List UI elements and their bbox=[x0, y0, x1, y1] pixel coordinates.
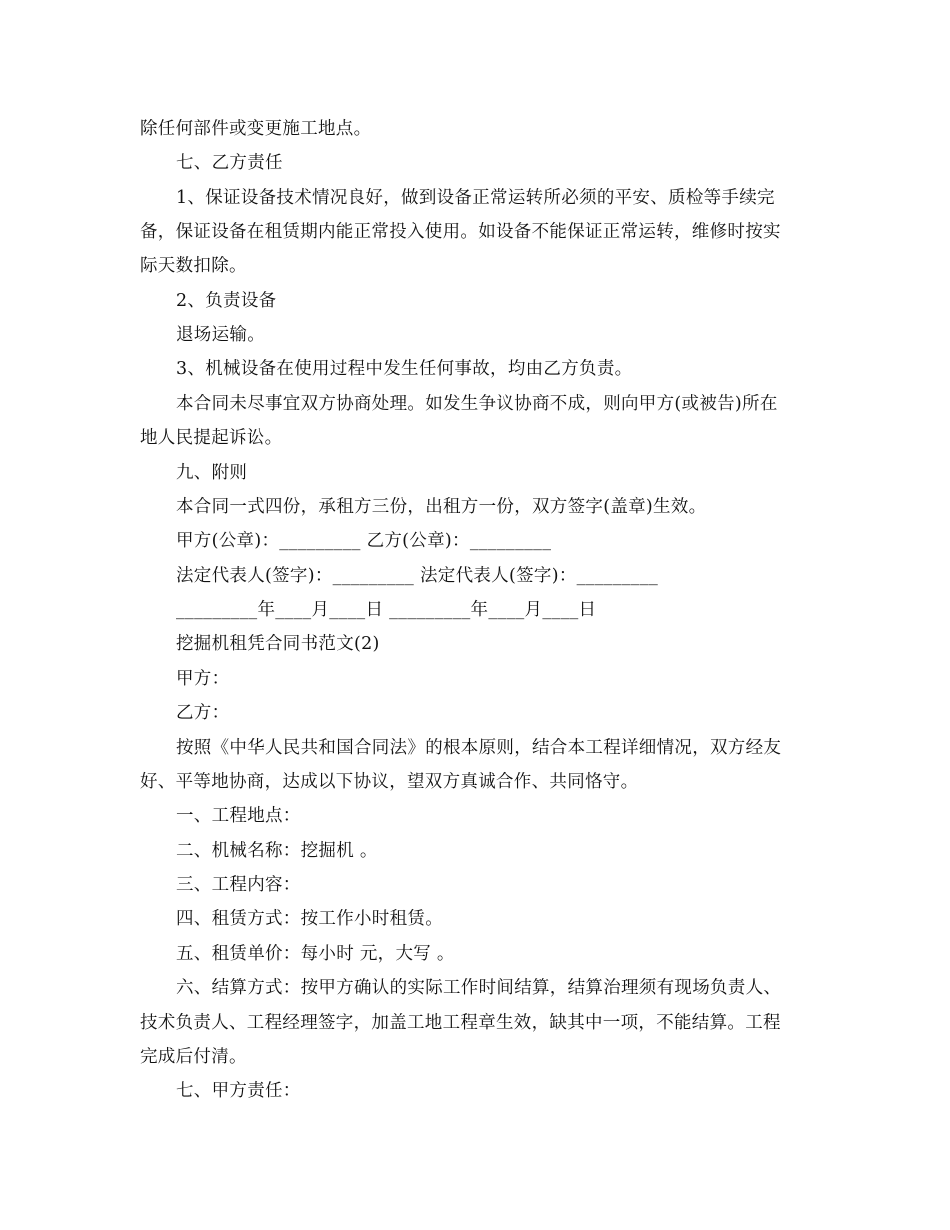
party-b-line: 乙方： bbox=[176, 703, 230, 723]
party-a-line: 甲方： bbox=[176, 669, 230, 689]
text-line-20: 好、平等地协商，达成以下协议，望双方真诚合作、共同恪守。 bbox=[140, 772, 639, 792]
text-line-6: 2、负责设备 bbox=[176, 291, 277, 311]
clause-unit-price: 五、租赁单价：每小时 元，大写 。 bbox=[176, 944, 455, 964]
text-line-10: 地人民提起诉讼。 bbox=[140, 428, 283, 448]
text-line-1: 除任何部件或变更施工地点。 bbox=[140, 119, 372, 139]
clause-lease-method: 四、租赁方式：按工作小时租赁。 bbox=[176, 909, 443, 929]
section-heading-yi-responsibility: 七、乙方责任 bbox=[176, 153, 283, 173]
document-title-2: 挖掘机租凭合同书范文(2) bbox=[176, 634, 380, 654]
signature-date-line: _________年____月____日 _________年____月____日 bbox=[176, 600, 597, 620]
clause-settlement: 六、结算方式：按甲方确认的实际工作时间结算，结算治理须有现场负责人、 bbox=[176, 978, 782, 998]
signature-seal-line: 甲方(公章)：_________ 乙方(公章)：_________ bbox=[176, 531, 552, 551]
text-line-28: 完成后付清。 bbox=[140, 1047, 247, 1067]
clause-machine-name: 二、机械名称：挖掘机 。 bbox=[176, 841, 378, 861]
text-line-3: 1、保证设备技术情况良好，做到设备正常运转所必须的平安、质检等手续完 bbox=[176, 188, 775, 208]
text-line-19: 按照《中华人民共和国合同法》的根本原则，结合本工程详细情况，双方经友 bbox=[176, 738, 782, 758]
text-line-4: 备，保证设备在租赁期内能正常投入使用。如设备不能保证正常运转，维修时按实 bbox=[140, 222, 781, 242]
section-heading-appendix: 九、附则 bbox=[176, 463, 248, 483]
text-line-9: 本合同未尽事宜双方协商处理。如发生争议协商不成，则向甲方(或被告)所在 bbox=[176, 394, 778, 414]
text-line-27: 技术负责人、工程经理签字，加盖工地工程章生效，缺其中一项，不能结算。工程 bbox=[140, 1013, 781, 1033]
signature-representative-line: 法定代表人(签字)：_________ 法定代表人(签字)：_________ bbox=[176, 566, 659, 586]
text-line-7: 退场运输。 bbox=[176, 325, 265, 345]
clause-project-location: 一、工程地点： bbox=[176, 806, 301, 826]
text-line-5: 际天数扣除。 bbox=[140, 256, 247, 276]
text-line-12: 本合同一式四份，承租方三份，出租方一份，双方签字(盖章)生效。 bbox=[176, 497, 707, 517]
text-line-8: 3、机械设备在使用过程中发生任何事故，均由乙方负责。 bbox=[176, 359, 633, 379]
clause-project-content: 三、工程内容： bbox=[176, 875, 301, 895]
section-heading-jia-responsibility: 七、甲方责任： bbox=[176, 1081, 301, 1101]
